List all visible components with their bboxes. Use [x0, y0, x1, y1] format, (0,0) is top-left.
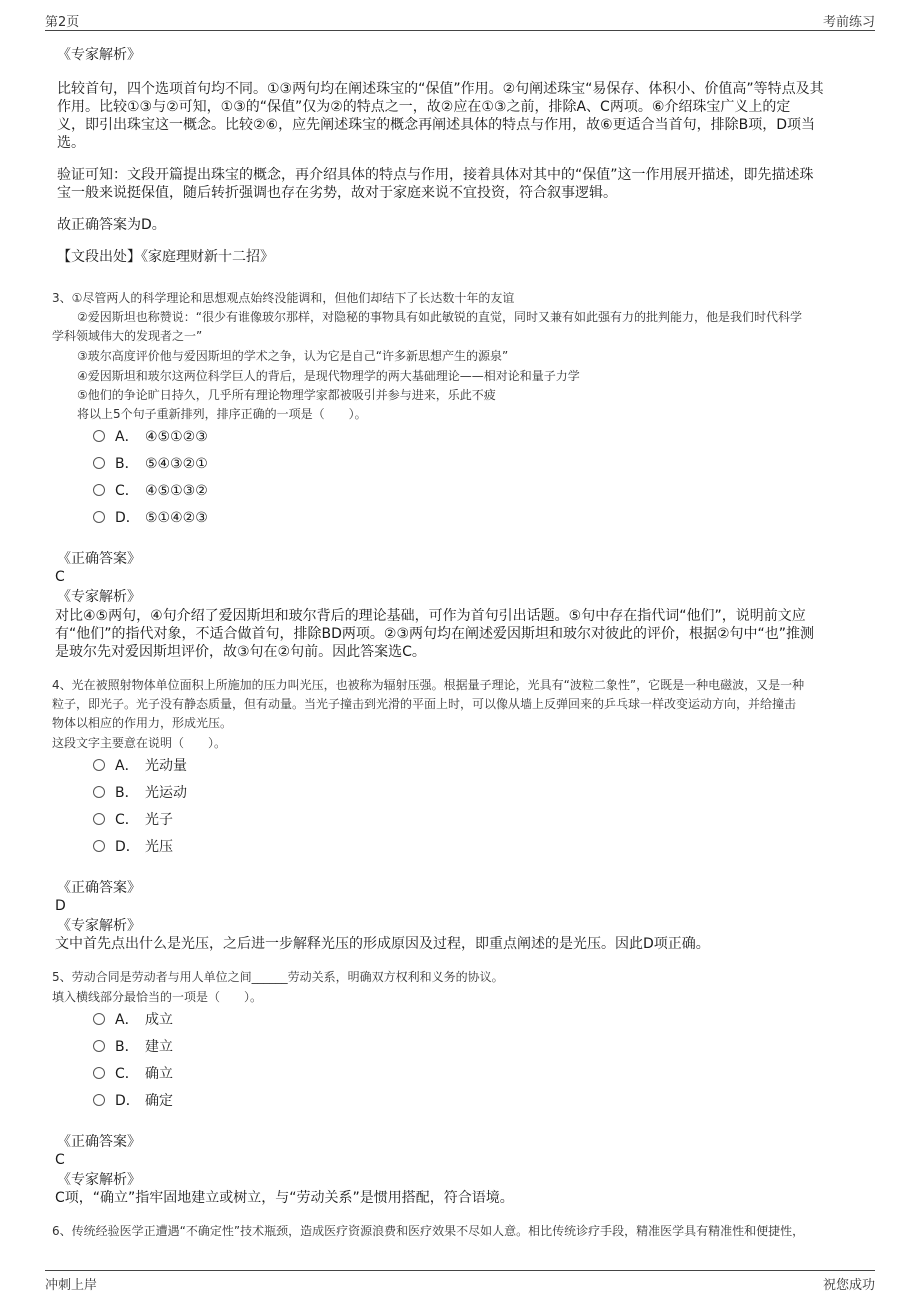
q3-answer: C	[55, 569, 65, 585]
q3-option-d[interactable]: D． ⑤①④②③	[93, 508, 208, 528]
q5-stem-line: 5、劳动合同是劳动者与用人单位之间______劳动关系，明确双方权利和义务的协议。	[52, 970, 504, 984]
q3-stem-line: ②爱因斯坦也称赞说：“很少有谁像玻尔那样，对隐秘的事物具有如此敏锐的直觉，同时又兼有如此强有力的批判能力，他是我们时代科学	[77, 310, 802, 324]
q5-answer: C	[55, 1152, 65, 1168]
q4-answer-label: 《正确答案》	[57, 880, 141, 896]
q4-stem-line: 这段文字主要意在说明（ ）。	[52, 736, 227, 750]
q2-analysis-line: 作用。比较①③与②可知，①③的“保值”仅为②的特点之一，故②应在①③之前，排除A、C两项。⑥介绍珠宝广义上的定	[57, 99, 791, 115]
radio-icon[interactable]	[93, 1067, 105, 1079]
radio-icon[interactable]	[93, 813, 105, 825]
radio-icon[interactable]	[93, 511, 105, 523]
q2-source: 【文段出处】《家庭理财新十二招》	[57, 249, 274, 265]
q3-option-c[interactable]: C． ④⑤①③②	[93, 481, 208, 501]
q3-stem-line: 学科领域伟大的发现者之一”	[52, 329, 203, 343]
q5-option-b[interactable]: B． 建立	[93, 1037, 173, 1057]
q5-analysis: C项，“确立”指牢固地建立或树立，与“劳动关系”是惯用搭配，符合语境。	[55, 1190, 514, 1206]
q3-answer-label: 《正确答案》	[57, 551, 141, 567]
q3-stem-line: ④爱因斯坦和玻尔这两位科学巨人的背后，是现代物理学的两大基础理论——相对论和量子力学	[77, 369, 580, 383]
page-footer	[45, 1270, 875, 1297]
page-header	[45, 8, 875, 31]
q2-verify-line: 宝一般来说挺保值，随后转折强调也存在劣势，故对于家庭来说不宜投资，符合叙事逻辑。	[57, 185, 617, 201]
q4-option-d[interactable]: D． 光压	[93, 837, 173, 857]
q3-analysis-line: 对比④⑤两句，④句介绍了爱因斯坦和玻尔背后的理论基础，可作为首句引出话题。⑤句中存在指代词“他们”，说明前文应	[55, 608, 806, 624]
q4-stem-line: 物体以相应的作用力，形成光压。	[52, 716, 233, 730]
q5-option-d[interactable]: D． 确定	[93, 1091, 173, 1111]
radio-icon[interactable]	[93, 484, 105, 496]
q4-expert-label: 《专家解析》	[57, 918, 141, 934]
radio-icon[interactable]	[93, 1094, 105, 1106]
radio-icon[interactable]	[93, 786, 105, 798]
header-title: 考前练习	[822, 15, 875, 30]
radio-icon[interactable]	[93, 457, 105, 469]
q3-stem-line: 3、①尽管两人的科学理论和思想观点始终没能调和，但他们却结下了长达数十年的友谊	[52, 291, 515, 305]
q3-stem-line: ③玻尔高度评价他与爱因斯坦的学术之争，认为它是自己“许多新思想产生的源泉”	[77, 349, 509, 363]
q4-option-c[interactable]: C． 光子	[93, 810, 173, 830]
q5-stem-line: 填入横线部分最恰当的一项是（ ）。	[52, 990, 263, 1004]
q4-stem-line: 4、光在被照射物体单位面积上所施加的压力叫光压，也被称为辐射压强。根据量子理论，光具有“波粒二象性”，它既是一种电磁波，又是一种	[52, 678, 805, 692]
q3-option-b[interactable]: B． ⑤④③②①	[93, 454, 208, 474]
footer-left: 冲刺上岸	[45, 1278, 98, 1293]
q3-analysis-line: 有“他们”的指代对象，不适合做首句，排除BD两项。②③两句均在阐述爱因斯坦和玻尔对彼此的评价，根据②句中“也”推测	[55, 626, 815, 642]
q3-analysis-line: 是玻尔先对爱因斯坦评价，故③句在②句前。因此答案选C。	[55, 644, 426, 660]
q5-expert-label: 《专家解析》	[57, 1172, 141, 1188]
q5-option-a[interactable]: A． 成立	[93, 1010, 173, 1030]
q2-analysis-line: 比较首句，四个选项首句均不同。①③两句均在阐述珠宝的“保值”作用。②句阐述珠宝“易保存、体积小、价值高”等特点及其	[57, 81, 824, 97]
q2-conclusion: 故正确答案为D。	[57, 217, 166, 233]
q5-answer-label: 《正确答案》	[57, 1134, 141, 1150]
q2-verify-line: 验证可知：文段开篇提出珠宝的概念，再介绍具体的特点与作用，接着具体对其中的“保值”这一作用展开描述，即先描述珠	[57, 167, 814, 183]
q2-analysis-line: 义，即引出珠宝这一概念。比较②⑥，应先阐述珠宝的概念再阐述具体的特点与作用，故⑥更适合当首句，排除B项，D项当	[57, 117, 816, 133]
page-number: 第2页	[45, 15, 80, 30]
q6-stem-line: 6、传统经验医学正遭遇“不确定性”技术瓶颈，造成医疗资源浪费和医疗效果不尽如人意。相比传统诊疗手段，精准医学具有精准性和便捷性，	[52, 1224, 805, 1238]
q4-option-a[interactable]: A． 光动量	[93, 756, 187, 776]
q4-answer: D	[55, 898, 66, 914]
radio-icon[interactable]	[93, 759, 105, 771]
footer-right: 祝您成功	[822, 1278, 875, 1293]
q5-option-c[interactable]: C． 确立	[93, 1064, 173, 1084]
q3-expert-label: 《专家解析》	[57, 589, 141, 605]
q2-expert-label: 《专家解析》	[57, 47, 141, 63]
radio-icon[interactable]	[93, 430, 105, 442]
radio-icon[interactable]	[93, 840, 105, 852]
q4-analysis: 文中首先点出什么是光压，之后进一步解释光压的形成原因及过程，即重点阐述的是光压。因此D项正确。	[55, 936, 710, 952]
q3-option-a[interactable]: A． ④⑤①②③	[93, 427, 208, 447]
q3-stem-line: ⑤他们的争论旷日持久，几乎所有理论物理学家都被吸引并参与进来，乐此不疲	[77, 388, 496, 402]
q2-analysis-line: 选。	[57, 135, 85, 151]
q4-stem-line: 粒子，即光子。光子没有静态质量，但有动量。当光子撞击到光滑的平面上时，可以像从墙上反弹回来的乒乓球一样改变运动方向，并给撞击	[52, 697, 797, 711]
q3-stem-line: 将以上5个句子重新排列，排序正确的一项是（ ）。	[77, 407, 367, 421]
radio-icon[interactable]	[93, 1013, 105, 1025]
q4-option-b[interactable]: B． 光运动	[93, 783, 187, 803]
radio-icon[interactable]	[93, 1040, 105, 1052]
